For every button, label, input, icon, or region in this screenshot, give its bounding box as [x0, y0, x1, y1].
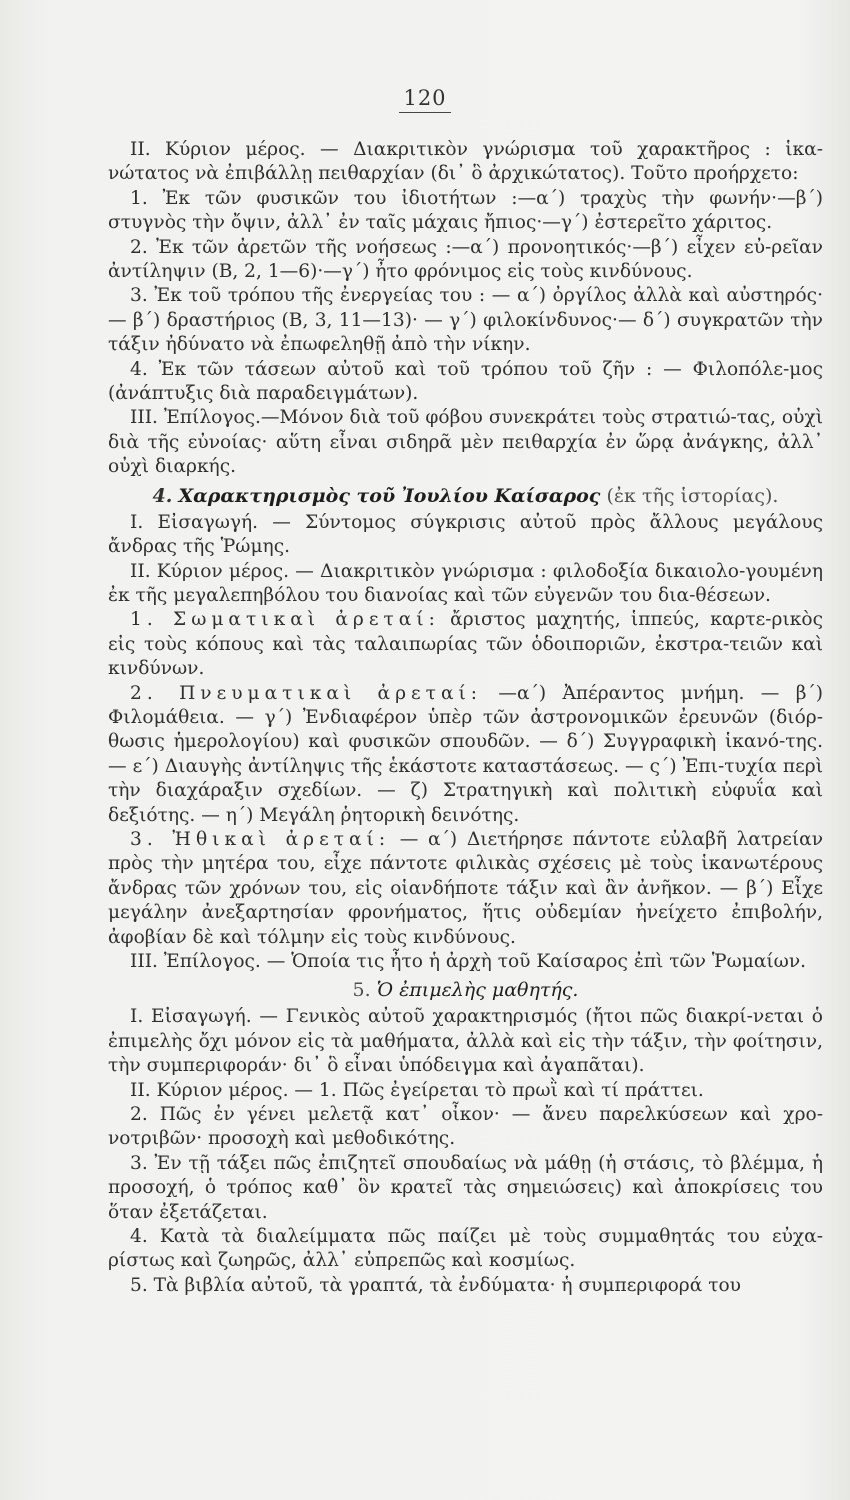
- section-number: 5.: [352, 979, 371, 1002]
- section-source: (ἐκ τῆς ἱστορίας).: [606, 484, 779, 507]
- spaced-lead: 3. Ἠθικαὶ ἀρεταί:: [130, 828, 391, 850]
- section-title: Ὁ ἐπιμελὴς μαθητής.: [376, 979, 579, 1002]
- page-body: [108, 138, 823, 1298]
- paragraph: I. Εἰσαγωγή. — Γενικὸς αὐτοῦ χαρακτηρισμός (ἤτοι πῶς διακρί-νεται ὁ ἐπιμελὴς ὄχι μόνον εἰς τὰ μαθήματα, ἀλλὰ καὶ εἰς τὴν τάξιν, τὴν φοίτησιν, τὴν συμπεριφοράν· δι᾽ ὃ εἶναι ὑπόδειγμα καὶ ἀγαπᾶται).: [108, 1006, 823, 1077]
- paragraph: 3. Ἐν τῇ τάξει πῶς ἐπιζητεῖ σπουδαίως νὰ μάθῃ (ἡ στάσις, τὸ βλέμμα, ἡ προσοχή, ὁ τρόπος καθ᾽ ὃν κρατεῖ τὰς σημειώσεις) καὶ ἀποκρίσεις του ὅταν ἐξετάζεται.: [108, 1152, 823, 1223]
- paragraph: 4. Κατὰ τὰ διαλείμματα πῶς παίζει μὲ τοὺς συμμαθητάς του εὐχα-ρίστως καὶ ζωηρῶς, ἀλλ᾽ εὐπρεπῶς καὶ κοσμίως.: [108, 1226, 823, 1272]
- paragraph: III. Ἐπίλογος. — Ὁποία τις ἦτο ἡ ἀρχὴ τοῦ Καίσαρος ἐπὶ τῶν Ῥωμαίων.: [130, 951, 807, 972]
- paragraph: II. Κύριον μέρος. — Διακριτικὸν γνώρισμα : φιλοδοξία δικαιολο-γουμένη ἐκ τῆς μεγαλεπηβόλου του διανοίας καὶ τῶν εὐγενῶν του δια-θέσεων.: [108, 560, 823, 606]
- paragraph: 2. Ἐκ τῶν ἀρετῶν τῆς νοήσεως :—α΄) προνοητικός·—β΄) εἶχεν εὐ-ρεῖαν ἀντίληψιν (B, 2, 1—6)·—γ΄) ἦτο φρόνιμος εἰς τοὺς κινδύνους.: [108, 236, 823, 283]
- spaced-lead: 2. Πνευματικαὶ ἀρεταί:: [130, 682, 483, 704]
- paragraph: I. Εἰσαγωγή. — Σύντομος σύγκρισις αὐτοῦ πρὸς ἄλλους μεγάλους ἄνδρας τῆς Ῥώμης.: [108, 511, 823, 558]
- paragraph: 5. Τὰ βιβλία αὐτοῦ, τὰ γραπτά, τὰ ἐνδύματα· ἡ συμπεριφορά του: [130, 1274, 741, 1296]
- paragraph: [108, 828, 823, 950]
- paragraph: II. Κύριον μέρος. — Διακριτικὸν γνώρισμα τοῦ χαρακτῆρος : ἱκα-νώτατος νὰ ἐπιβάλλῃ πειθαρχίαν (δι᾽ ὃ ἀρχικώτατος). Τοῦτο προήρχετο:: [108, 139, 823, 185]
- paragraph-text: — α΄) Διετήρησε πάντοτε εὐλαβῆ λατρείαν πρὸς τὴν μητέρα του, εἶχε πάντοτε φιλικὰς σχέσεις μὲ τοὺς ἱκανωτέρους ἄνδρας τῶν χρόνων του, εἰς οἱανδήποτε τάξιν καὶ ἂν ἀνῆκον. — β΄) Εἶχε μεγάλην ἀνεξαρτησίαν φρονήματος, ἥτις οὐδεμίαν ἠνείχετο ἐπιβολήν, ἀφοβίαν δὲ καὶ τόλμην εἰς τοὺς κινδύνους.: [108, 828, 823, 948]
- paragraph: III. Ἐπίλογος.—Μόνον διὰ τοῦ φόβου συνεκράτει τοὺς στρατιώ-τας, οὐχὶ διὰ τῆς εὐνοίας· αὕτη εἶναι σιδηρᾶ μὲν πειθαρχία ἐν ὥρᾳ ἀνάγκης, ἀλλ᾽ οὐχὶ διαρκής.: [108, 407, 823, 478]
- page-number: [0, 86, 850, 113]
- paragraph: 1. Ἐκ τῶν φυσικῶν του ἰδιοτήτων :—α΄) τραχὺς τὴν φωνήν·—β΄) στυγνὸς τὴν ὄψιν, ἀλλ᾽ ἐν ταῖς μάχαις ἤπιος·—γ΄) ἐστερεῖτο χάριτος.: [108, 187, 823, 234]
- section-heading-5: [108, 977, 823, 1003]
- spaced-lead: 1. Σωματικαὶ ἀρεταί:: [130, 609, 440, 631]
- section-heading-4: [108, 483, 823, 509]
- section-number: 4.: [152, 484, 173, 507]
- paragraph: II. Κύριον μέρος. — 1. Πῶς ἐγείρεται τὸ πρωῒ καὶ τί πράττει.: [130, 1079, 704, 1101]
- paragraph: [108, 682, 823, 828]
- paragraph: 3. Ἐκ τοῦ τρόπου τῆς ἐνεργείας του : — α΄) ὀργίλος ἀλλὰ καὶ αὐστηρός·— β΄) δραστήριος (B, 3, 11—13)· — γ΄) φιλοκίνδυνος·— δ΄) συγκρατῶν τὴν τάξιν ἠδύνατο νὰ ἐπωφεληθῇ ἀπὸ τὴν νίκην.: [108, 285, 823, 356]
- section-title: Χαρακτηρισμὸς τοῦ Ἰουλίου Καίσαρος: [178, 484, 601, 507]
- page-number-text: 120: [399, 86, 450, 113]
- paragraph-text: —α΄) Ἀπέραντος μνήμη. — β΄) Φιλομάθεια. — γ΄) Ἐνδιαφέρον ὑπὲρ τῶν ἀστρονομικῶν ἐρευνῶν (διόρ-θωσις ἡμερολογίου) καὶ φυσικῶν σπουδῶν. — δ΄) Συγγραφικὴ ἱκανό-της. — ε΄) Διαυγὴς ἀντίληψις τῆς ἑκάστοτε καταστάσεως. — ς΄) Ἐπι-τυχία περὶ τὴν διαχάραξιν σχεδίων. — ζ) Στρατηγικὴ καὶ πολιτικὴ εὐφυΐα καὶ δεξιότης. — η΄) Μεγάλη ῥητορικὴ δεινότης.: [108, 682, 823, 826]
- paragraph: [108, 608, 823, 681]
- paragraph: 2. Πῶς ἐν γένει μελετᾷ κατ᾽ οἶκον· — ἄνευ παρελκύσεων καὶ χρο-νοτριβῶν· προσοχὴ καὶ μεθοδικότης.: [108, 1104, 823, 1150]
- paragraph-text: ἄριστος μαχητής, ἱππεύς, καρτε-ρικὸς εἰς τοὺς κόπους καὶ τὰς ταλαιπωρίας τῶν ὁδοιποριῶν, ἐκστρα-τειῶν καὶ κινδύνων.: [108, 609, 823, 680]
- paragraph: 4. Ἐκ τῶν τάσεων αὐτοῦ καὶ τοῦ τρόπου τοῦ ζῆν : — Φιλοπόλε-μος (ἀνάπτυξις διὰ παραδειγμάτων).: [108, 358, 823, 405]
